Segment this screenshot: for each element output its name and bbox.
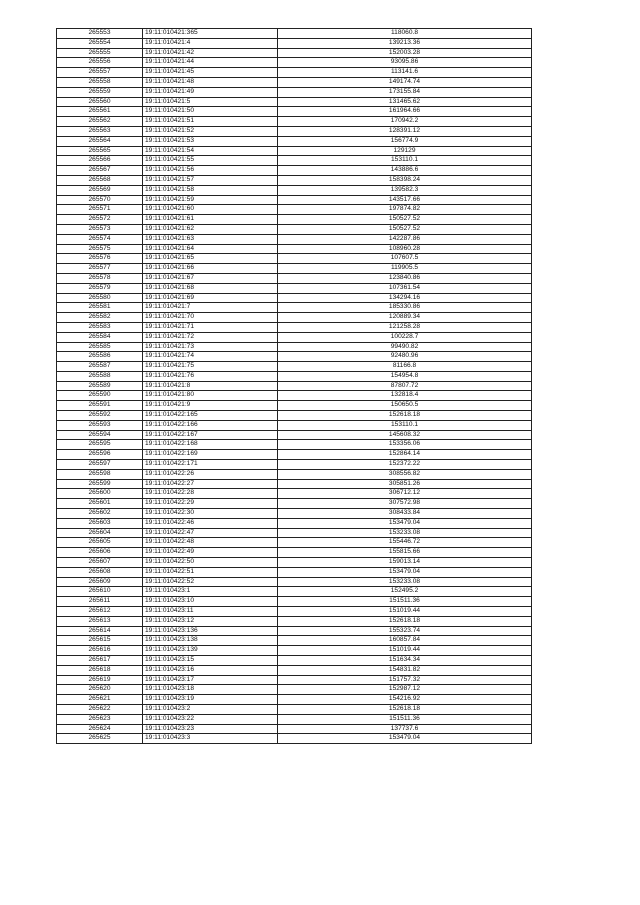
table-row: [57, 518, 532, 528]
cadastral-number-cell: 19:11:010422:51: [143, 567, 278, 577]
cadastral-number-cell: 19:11:010421:45: [143, 68, 278, 78]
value-cell: 173155.84: [278, 87, 532, 97]
row-number-cell: 265557: [57, 68, 143, 78]
row-number-cell: 265605: [57, 538, 143, 548]
row-number-cell: 265554: [57, 38, 143, 48]
cadastral-number-cell: 19:11:010421:75: [143, 362, 278, 372]
table-row: [57, 665, 532, 675]
value-cell: 152003.28: [278, 48, 532, 58]
value-cell: 107607.5: [278, 254, 532, 264]
cadastral-number-cell: 19:11:010422:166: [143, 420, 278, 430]
cadastral-number-cell: 19:11:010421:4: [143, 38, 278, 48]
table-row: [57, 597, 532, 607]
table-row: [57, 332, 532, 342]
cadastral-number-cell: 19:11:010421:60: [143, 205, 278, 215]
value-cell: 152618.18: [278, 616, 532, 626]
table-row: [57, 450, 532, 460]
value-cell: 152864.14: [278, 450, 532, 460]
table-row: [57, 38, 532, 48]
table-row: [57, 499, 532, 509]
table-row: [57, 156, 532, 166]
table-row: [57, 587, 532, 597]
row-number-cell: 265613: [57, 616, 143, 626]
cadastral-number-cell: 19:11:010421:44: [143, 58, 278, 68]
cadastral-number-cell: 19:11:010421:64: [143, 244, 278, 254]
value-cell: 306712.12: [278, 489, 532, 499]
table-row: [57, 254, 532, 264]
row-number-cell: 265611: [57, 597, 143, 607]
value-cell: 155815.66: [278, 548, 532, 558]
value-cell: 161964.66: [278, 107, 532, 117]
value-cell: 108960.28: [278, 244, 532, 254]
value-cell: 153110.1: [278, 420, 532, 430]
row-number-cell: 265604: [57, 528, 143, 538]
table-row: [57, 548, 532, 558]
cadastral-number-cell: 19:11:010423:136: [143, 626, 278, 636]
cadastral-number-cell: 19:11:010423:15: [143, 656, 278, 666]
cadastral-number-cell: 19:11:010422:50: [143, 558, 278, 568]
row-number-cell: 265565: [57, 146, 143, 156]
value-cell: 120889.34: [278, 313, 532, 323]
cadastral-number-cell: 19:11:010422:46: [143, 518, 278, 528]
table-row: [57, 283, 532, 293]
value-cell: 113141.6: [278, 68, 532, 78]
table-row: [57, 558, 532, 568]
table-row: [57, 430, 532, 440]
value-cell: 107361.54: [278, 283, 532, 293]
row-number-cell: 265560: [57, 97, 143, 107]
table-row: [57, 440, 532, 450]
table-row: [57, 656, 532, 666]
value-cell: 154216.92: [278, 695, 532, 705]
value-cell: 153479.04: [278, 518, 532, 528]
cadastral-number-cell: 19:11:010422:47: [143, 528, 278, 538]
value-cell: 153233.08: [278, 577, 532, 587]
row-number-cell: 265620: [57, 685, 143, 695]
row-number-cell: 265591: [57, 401, 143, 411]
value-cell: 305851.26: [278, 479, 532, 489]
value-cell: 185330.86: [278, 303, 532, 313]
cadastral-number-cell: 19:11:010421:59: [143, 195, 278, 205]
table-row: [57, 509, 532, 519]
cadastral-number-cell: 19:11:010421:58: [143, 185, 278, 195]
value-cell: 155446.72: [278, 538, 532, 548]
row-number-cell: 265625: [57, 734, 143, 744]
cadastral-number-cell: 19:11:010423:12: [143, 616, 278, 626]
table-row: [57, 489, 532, 499]
value-cell: 153479.04: [278, 567, 532, 577]
cadastral-number-cell: 19:11:010421:66: [143, 264, 278, 274]
row-number-cell: 265584: [57, 332, 143, 342]
table-row: [57, 77, 532, 87]
table-row: [57, 636, 532, 646]
cadastral-number-cell: 19:11:010421:53: [143, 136, 278, 146]
cadastral-number-cell: 19:11:010422:30: [143, 509, 278, 519]
value-cell: 155323.74: [278, 626, 532, 636]
cadastral-number-cell: 19:11:010421:8: [143, 381, 278, 391]
value-cell: 152495.2: [278, 587, 532, 597]
row-number-cell: 265586: [57, 352, 143, 362]
table-row: [57, 371, 532, 381]
table-row: [57, 685, 532, 695]
cadastral-number-cell: 19:11:010421:7: [143, 303, 278, 313]
cadastral-number-cell: 19:11:010421:71: [143, 322, 278, 332]
table-row: [57, 313, 532, 323]
cadastral-value-table: [56, 28, 532, 744]
cadastral-number-cell: 19:11:010423:10: [143, 597, 278, 607]
value-cell: 150650.5: [278, 401, 532, 411]
row-number-cell: 265615: [57, 636, 143, 646]
row-number-cell: 265622: [57, 704, 143, 714]
table-row: [57, 205, 532, 215]
row-number-cell: 265594: [57, 430, 143, 440]
cadastral-number-cell: 19:11:010422:165: [143, 411, 278, 421]
table-row: [57, 675, 532, 685]
row-number-cell: 265576: [57, 254, 143, 264]
cadastral-number-cell: 19:11:010421:63: [143, 234, 278, 244]
cadastral-number-cell: 19:11:010422:28: [143, 489, 278, 499]
value-cell: 100228.7: [278, 332, 532, 342]
row-number-cell: 265566: [57, 156, 143, 166]
row-number-cell: 265624: [57, 724, 143, 734]
value-cell: 128391.12: [278, 126, 532, 136]
value-cell: 307572.98: [278, 499, 532, 509]
row-number-cell: 265564: [57, 136, 143, 146]
table-row: [57, 215, 532, 225]
row-number-cell: 265567: [57, 166, 143, 176]
cadastral-number-cell: 19:11:010421:80: [143, 391, 278, 401]
table-row: [57, 185, 532, 195]
table-row: [57, 401, 532, 411]
value-cell: 142287.86: [278, 234, 532, 244]
table-row: [57, 166, 532, 176]
value-cell: 145608.32: [278, 430, 532, 440]
row-number-cell: 265569: [57, 185, 143, 195]
row-number-cell: 265597: [57, 460, 143, 470]
cadastral-number-cell: 19:11:010421:49: [143, 87, 278, 97]
value-cell: 137737.6: [278, 724, 532, 734]
value-cell: 308556.82: [278, 469, 532, 479]
value-cell: 151019.44: [278, 607, 532, 617]
row-number-cell: 265590: [57, 391, 143, 401]
table-row: [57, 342, 532, 352]
value-cell: 134294.16: [278, 293, 532, 303]
cadastral-number-cell: 19:11:010423:139: [143, 646, 278, 656]
row-number-cell: 265578: [57, 273, 143, 283]
cadastral-number-cell: 19:11:010422:169: [143, 450, 278, 460]
table-row: [57, 175, 532, 185]
row-number-cell: 265595: [57, 440, 143, 450]
cadastral-number-cell: 19:11:010422:48: [143, 538, 278, 548]
row-number-cell: 265555: [57, 48, 143, 58]
cadastral-number-cell: 19:11:010423:3: [143, 734, 278, 744]
table-row: [57, 734, 532, 744]
value-cell: 129129: [278, 146, 532, 156]
cadastral-number-cell: 19:11:010423:19: [143, 695, 278, 705]
table-row: [57, 244, 532, 254]
row-number-cell: 265606: [57, 548, 143, 558]
row-number-cell: 265581: [57, 303, 143, 313]
row-number-cell: 265577: [57, 264, 143, 274]
table-row: [57, 87, 532, 97]
cadastral-number-cell: 19:11:010423:18: [143, 685, 278, 695]
table-row: [57, 714, 532, 724]
value-cell: 153479.04: [278, 734, 532, 744]
row-number-cell: 265619: [57, 675, 143, 685]
cadastral-number-cell: 19:11:010422:49: [143, 548, 278, 558]
value-cell: 87807.72: [278, 381, 532, 391]
table-row: [57, 195, 532, 205]
row-number-cell: 265609: [57, 577, 143, 587]
row-number-cell: 265608: [57, 567, 143, 577]
table-row: [57, 577, 532, 587]
table-row: [57, 528, 532, 538]
table-row: [57, 460, 532, 470]
table-row: [57, 695, 532, 705]
row-number-cell: 265558: [57, 77, 143, 87]
row-number-cell: 265623: [57, 714, 143, 724]
row-number-cell: 265587: [57, 362, 143, 372]
table-row: [57, 136, 532, 146]
cadastral-number-cell: 19:11:010421:67: [143, 273, 278, 283]
cadastral-number-cell: 19:11:010422:168: [143, 440, 278, 450]
row-number-cell: 265588: [57, 371, 143, 381]
table-row: [57, 646, 532, 656]
table-row: [57, 68, 532, 78]
table-row: [57, 322, 532, 332]
value-cell: 308433.84: [278, 509, 532, 519]
table-row: [57, 607, 532, 617]
value-cell: 159013.14: [278, 558, 532, 568]
table-row: [57, 704, 532, 714]
row-number-cell: 265559: [57, 87, 143, 97]
table-row: [57, 538, 532, 548]
value-cell: 150527.52: [278, 215, 532, 225]
cadastral-number-cell: 19:11:010421:51: [143, 117, 278, 127]
value-cell: 154831.82: [278, 665, 532, 675]
table-row: [57, 117, 532, 127]
cadastral-number-cell: 19:11:010421:57: [143, 175, 278, 185]
row-number-cell: 265556: [57, 58, 143, 68]
cadastral-number-cell: 19:11:010421:70: [143, 313, 278, 323]
cadastral-number-cell: 19:11:010423:2: [143, 704, 278, 714]
row-number-cell: 265603: [57, 518, 143, 528]
cadastral-number-cell: 19:11:010422:167: [143, 430, 278, 440]
row-number-cell: 265601: [57, 499, 143, 509]
value-cell: 153356.06: [278, 440, 532, 450]
value-cell: 151511.36: [278, 597, 532, 607]
cadastral-number-cell: 19:11:010423:1: [143, 587, 278, 597]
row-number-cell: 265616: [57, 646, 143, 656]
table-row: [57, 107, 532, 117]
value-cell: 118060.8: [278, 29, 532, 39]
table-row: [57, 479, 532, 489]
value-cell: 152618.18: [278, 411, 532, 421]
row-number-cell: 265580: [57, 293, 143, 303]
table-row: [57, 381, 532, 391]
value-cell: 197874.82: [278, 205, 532, 215]
row-number-cell: 265553: [57, 29, 143, 39]
table-row: [57, 616, 532, 626]
cadastral-number-cell: 19:11:010421:73: [143, 342, 278, 352]
value-cell: 153110.1: [278, 156, 532, 166]
row-number-cell: 265598: [57, 469, 143, 479]
table-row: [57, 469, 532, 479]
value-cell: 158398.24: [278, 175, 532, 185]
cadastral-number-cell: 19:11:010422:26: [143, 469, 278, 479]
value-cell: 99490.82: [278, 342, 532, 352]
row-number-cell: 265589: [57, 381, 143, 391]
cadastral-number-cell: 19:11:010422:171: [143, 460, 278, 470]
table-row: [57, 224, 532, 234]
value-cell: 131465.62: [278, 97, 532, 107]
cadastral-number-cell: 19:11:010422:27: [143, 479, 278, 489]
value-cell: 151757.32: [278, 675, 532, 685]
cadastral-number-cell: 19:11:010422:52: [143, 577, 278, 587]
value-cell: 153233.08: [278, 528, 532, 538]
cadastral-number-cell: 19:11:010421:72: [143, 332, 278, 342]
cadastral-number-cell: 19:11:010423:22: [143, 714, 278, 724]
value-cell: 143517.66: [278, 195, 532, 205]
row-number-cell: 265574: [57, 234, 143, 244]
table-body: [57, 29, 532, 744]
value-cell: 92480.96: [278, 352, 532, 362]
cadastral-number-cell: 19:11:010421:56: [143, 166, 278, 176]
value-cell: 154954.8: [278, 371, 532, 381]
table-row: [57, 626, 532, 636]
row-number-cell: 265621: [57, 695, 143, 705]
table-row: [57, 567, 532, 577]
value-cell: 152618.18: [278, 704, 532, 714]
value-cell: 151019.44: [278, 646, 532, 656]
table-row: [57, 724, 532, 734]
value-cell: 152372.22: [278, 460, 532, 470]
table-row: [57, 293, 532, 303]
cadastral-number-cell: 19:11:010421:55: [143, 156, 278, 166]
cadastral-number-cell: 19:11:010422:29: [143, 499, 278, 509]
row-number-cell: 265583: [57, 322, 143, 332]
table-row: [57, 420, 532, 430]
row-number-cell: 265593: [57, 420, 143, 430]
value-cell: 123840.86: [278, 273, 532, 283]
table-row: [57, 97, 532, 107]
table-row: [57, 48, 532, 58]
table-row: [57, 29, 532, 39]
value-cell: 149174.74: [278, 77, 532, 87]
row-number-cell: 265585: [57, 342, 143, 352]
row-number-cell: 265561: [57, 107, 143, 117]
cadastral-number-cell: 19:11:010423:138: [143, 636, 278, 646]
cadastral-number-cell: 19:11:010421:61: [143, 215, 278, 225]
value-cell: 150527.52: [278, 224, 532, 234]
cadastral-number-cell: 19:11:010423:23: [143, 724, 278, 734]
cadastral-number-cell: 19:11:010421:365: [143, 29, 278, 39]
value-cell: 81166.8: [278, 362, 532, 372]
cadastral-number-cell: 19:11:010421:68: [143, 283, 278, 293]
cadastral-number-cell: 19:11:010421:5: [143, 97, 278, 107]
cadastral-number-cell: 19:11:010421:42: [143, 48, 278, 58]
row-number-cell: 265572: [57, 215, 143, 225]
cadastral-number-cell: 19:11:010423:11: [143, 607, 278, 617]
cadastral-number-cell: 19:11:010421:54: [143, 146, 278, 156]
row-number-cell: 265602: [57, 509, 143, 519]
value-cell: 132818.4: [278, 391, 532, 401]
cadastral-number-cell: 19:11:010423:16: [143, 665, 278, 675]
row-number-cell: 265571: [57, 205, 143, 215]
table-row: [57, 303, 532, 313]
value-cell: 152987.12: [278, 685, 532, 695]
row-number-cell: 265592: [57, 411, 143, 421]
row-number-cell: 265614: [57, 626, 143, 636]
row-number-cell: 265596: [57, 450, 143, 460]
table-row: [57, 264, 532, 274]
table-row: [57, 273, 532, 283]
row-number-cell: 265610: [57, 587, 143, 597]
value-cell: 151511.36: [278, 714, 532, 724]
table-row: [57, 58, 532, 68]
table-row: [57, 362, 532, 372]
row-number-cell: 265612: [57, 607, 143, 617]
table-row: [57, 146, 532, 156]
value-cell: 139213.36: [278, 38, 532, 48]
value-cell: 121258.28: [278, 322, 532, 332]
value-cell: 143886.6: [278, 166, 532, 176]
cadastral-number-cell: 19:11:010423:17: [143, 675, 278, 685]
row-number-cell: 265573: [57, 224, 143, 234]
row-number-cell: 265563: [57, 126, 143, 136]
table-row: [57, 234, 532, 244]
table-row: [57, 411, 532, 421]
cadastral-number-cell: 19:11:010421:48: [143, 77, 278, 87]
table-row: [57, 391, 532, 401]
cadastral-number-cell: 19:11:010421:52: [143, 126, 278, 136]
cadastral-number-cell: 19:11:010421:76: [143, 371, 278, 381]
cadastral-number-cell: 19:11:010421:69: [143, 293, 278, 303]
row-number-cell: 265617: [57, 656, 143, 666]
cadastral-number-cell: 19:11:010421:50: [143, 107, 278, 117]
cadastral-number-cell: 19:11:010421:62: [143, 224, 278, 234]
value-cell: 160857.84: [278, 636, 532, 646]
cadastral-number-cell: 19:11:010421:9: [143, 401, 278, 411]
value-cell: 93095.86: [278, 58, 532, 68]
row-number-cell: 265575: [57, 244, 143, 254]
row-number-cell: 265562: [57, 117, 143, 127]
row-number-cell: 265570: [57, 195, 143, 205]
row-number-cell: 265599: [57, 479, 143, 489]
value-cell: 151634.34: [278, 656, 532, 666]
value-cell: 139582.3: [278, 185, 532, 195]
table-row: [57, 352, 532, 362]
value-cell: 156774.9: [278, 136, 532, 146]
row-number-cell: 265607: [57, 558, 143, 568]
cadastral-number-cell: 19:11:010421:74: [143, 352, 278, 362]
row-number-cell: 265618: [57, 665, 143, 675]
cadastral-number-cell: 19:11:010421:65: [143, 254, 278, 264]
row-number-cell: 265582: [57, 313, 143, 323]
row-number-cell: 265600: [57, 489, 143, 499]
table-row: [57, 126, 532, 136]
row-number-cell: 265568: [57, 175, 143, 185]
value-cell: 119905.5: [278, 264, 532, 274]
value-cell: 170942.2: [278, 117, 532, 127]
row-number-cell: 265579: [57, 283, 143, 293]
